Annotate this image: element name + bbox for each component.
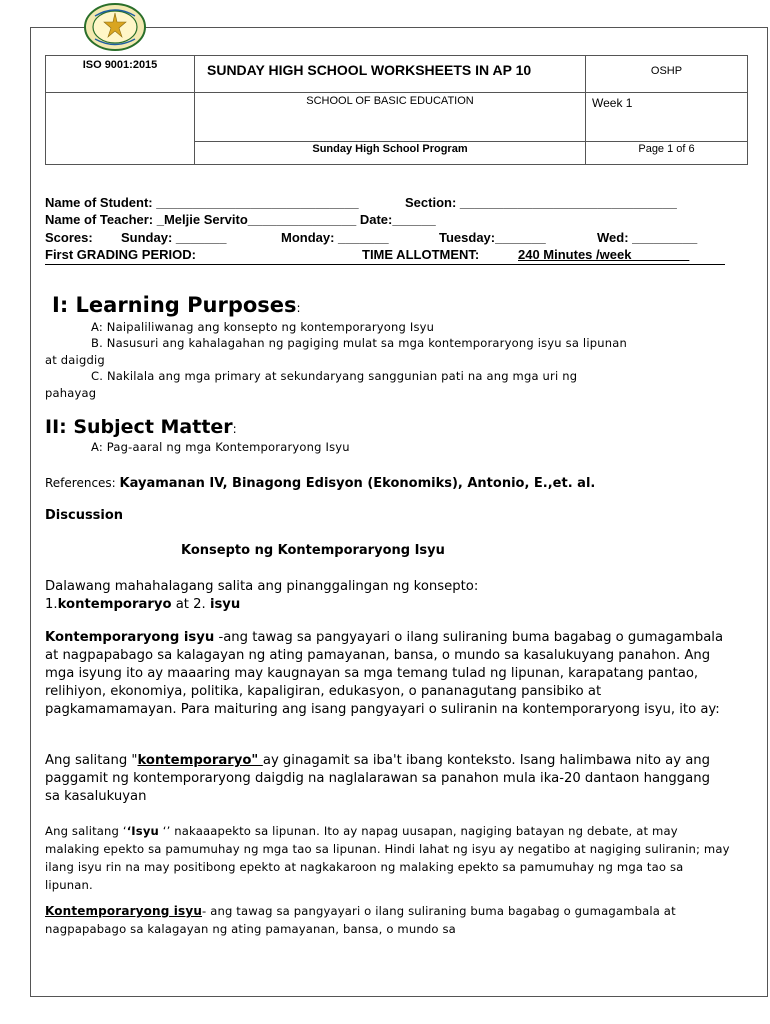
subject-matter-heading: II: Subject Matter: <box>45 416 237 438</box>
paragraph-isyu: Ang salitang ‘‘Isyu ‘’ nakaaapekto sa lipunan. Ito ay napag uusapan, nagiging batayan ng debate, at may malaking epekto sa pamumuhay ng mga tao sa lipunan. Hindi lahat ng isyu ay negatibo at nagiging suliranin; may ilang isyu rin na may positibong epekto at nagkakaroon ng malaking epekto sa pamumuhay ng mga tao sa lipunan. <box>45 824 730 892</box>
iso-label: ISO 9001:2015 <box>46 56 195 93</box>
score-monday: Monday: _______ <box>281 230 389 245</box>
score-sunday: Sunday: _______ <box>121 230 227 245</box>
teacher-line: Name of Teacher: _Meljie Servito_______________ Date:______ <box>45 212 436 227</box>
purpose-c-cont: pahayag <box>45 386 97 400</box>
learning-purposes-heading: I: Learning Purposes: <box>52 293 301 317</box>
form-underline <box>45 264 725 265</box>
paragraph-kontemporaryong-isyu: Kontemporaryong isyu -ang tawag sa pangyayari o ilang suliraning buma bagabag o gumagambala at nagpapabago sa kalagayan ng ating pamayanan, bansa, o mundo sa kasalukuyang panahon. Ang mga isyung ito ay maaaring may kaugnayan sa mga temang tulad ng lipunan, karapatang pantao, relihiyon, ekonomiya, politika, kapaligiran, edukasyon, o pananagutang pansibiko at pagkamamamayan. Para maituring ang isang pangyayari o suliranin na kontemporaryong isyu, ito ay: <box>45 630 724 717</box>
program-label: Sunday High School Program <box>195 142 586 165</box>
purpose-b-cont: at daigdig <box>45 353 105 367</box>
discussion-heading: Discussion <box>45 508 124 523</box>
paragraph-intro: Dalawang mahahalagang salita ang pinanggalingan ng konsepto: 1.kontemporaryo at 2. isyu <box>45 579 479 612</box>
purpose-c: C. Nakilala ang mga primary at sekundaryang sanggunian pati na ang mga uri ng <box>91 369 578 383</box>
score-tuesday: Tuesday:_______ <box>439 230 546 245</box>
references-line: References: Kayamanan IV, Binagong Edisyon (Ekonomiks), Antonio, E.,et. al. <box>45 476 596 491</box>
page-number: Page 1 of 6 <box>586 142 748 165</box>
school-seal-logo <box>83 2 147 52</box>
grading-period: First GRADING PERIOD: <box>45 247 196 262</box>
worksheet-title: SUNDAY HIGH SCHOOL WORKSHEETS IN AP 10 <box>195 56 586 93</box>
paragraph-definition: Kontemporaryong isyu- ang tawag sa pangyayari o ilang suliraning buma bagabag o gumagambala at nagpapabago sa kalagayan ng ating pamayanan, bansa, o mundo sa <box>45 904 676 936</box>
purpose-a: A: Naipaliliwanag ang konsepto ng kontemporaryong Isyu <box>91 320 435 334</box>
time-allotment-value: 240 Minutes /week________ <box>518 247 690 262</box>
week-label: Week 1 <box>586 93 748 142</box>
header-blank-cell <box>46 93 195 165</box>
document-header-table <box>45 55 748 165</box>
student-name-line: Name of Student: ____________________________ <box>45 195 359 210</box>
purpose-b: B. Nasusuri ang kahalagahan ng pagiging mulat sa mga kontemporaryong isyu sa lipunan <box>91 336 627 350</box>
paragraph-kontemporaryo: Ang salitang "kontemporaryo" ay ginagamit sa iba't ibang konteksto. Isang halimbawa nito ay ang paggamit ng kontemporaryong daigdig na naglalarawan sa panahon mula ika-20 dantaon hanggang sa kasalukuyan <box>45 753 711 804</box>
concept-subtitle: Konsepto ng Kontemporaryong Isyu <box>181 543 445 558</box>
subject-a: A: Pag-aaral ng mga Kontemporaryong Isyu <box>91 440 350 454</box>
scores-label: Scores: <box>45 230 93 245</box>
document-code: OSHP <box>586 56 748 93</box>
score-wed: Wed: _________ <box>597 230 698 245</box>
department-label: SCHOOL OF BASIC EDUCATION <box>195 93 586 142</box>
section-line: Section: ______________________________ <box>405 195 677 210</box>
time-allotment-label: TIME ALLOTMENT: <box>362 247 480 262</box>
